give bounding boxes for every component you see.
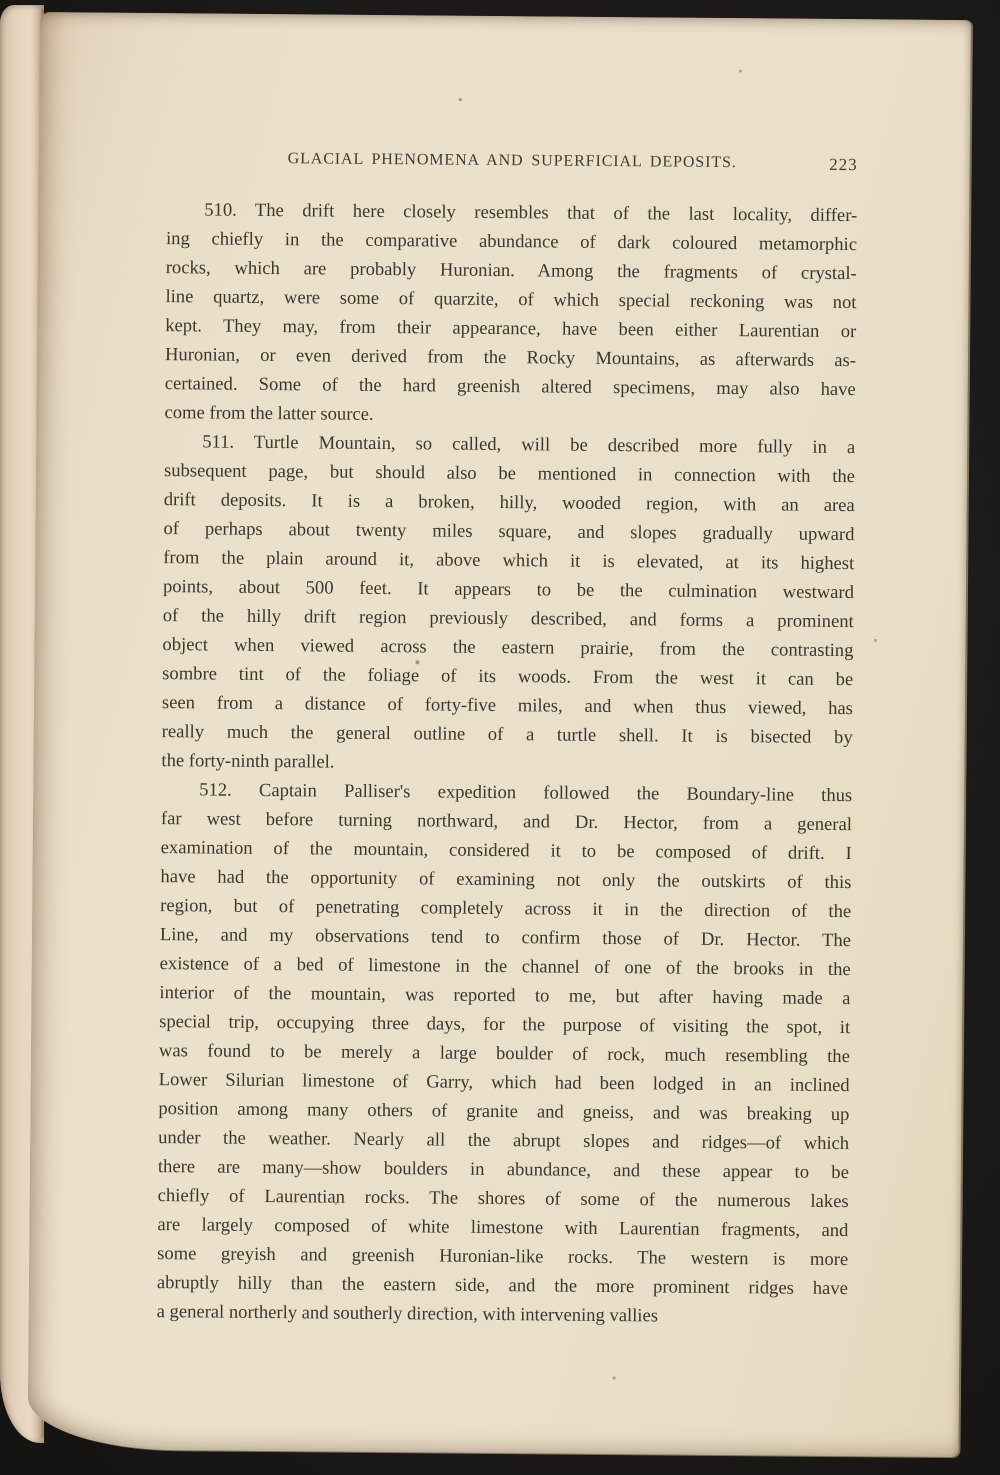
- text-line: really much the general outline of a turtle shell. It is bisected by: [161, 721, 853, 749]
- text-line: far west before turning northward, and Dr. Hector, from a general: [160, 808, 853, 836]
- text-line: region, but of penetrating completely across it in the direction of the: [160, 895, 852, 923]
- text-line: subsequent page, but should also be mentioned in connection with the: [163, 460, 856, 488]
- text-line: drift deposits. It is a broken, hilly, wooded region, with an area: [163, 489, 855, 517]
- text-line: are largely composed of white limestone with Laurentian fragments, and: [157, 1214, 849, 1242]
- text-line: some greyish and greenish Huronian-like rocks. The western is more: [157, 1243, 849, 1271]
- text-line: come from the latter source.: [164, 402, 374, 425]
- text-line: Huronian, or even derived from the Rocky Mountains, as afterwards as-: [164, 344, 857, 372]
- text-line: seen from a distance of forty-five miles, and when thus viewed, has: [161, 692, 854, 720]
- text-line: abruptly hilly than the eastern side, and the more prominent ridges have: [156, 1272, 848, 1300]
- text-line: 512. Captain Palliser's expedition followed the Boundary-line thus: [199, 779, 853, 807]
- text-line: certained. Some of the hard greenish altered specimens, may also have: [164, 373, 856, 401]
- text-line: of perhaps about twenty miles square, and slopes gradually upward: [163, 518, 855, 546]
- paragraph-512: [157, 775, 853, 1332]
- page-content: [27, 12, 971, 1457]
- paragraph-511: [161, 427, 855, 781]
- text-line: Line, and my observations tend to confirm those of Dr. Hector. The: [159, 924, 852, 952]
- text-line: the forty-ninth parallel.: [161, 750, 335, 773]
- text-line: line quartz, were some of quarzite, of which special reckoning was not: [165, 286, 857, 314]
- text-line: 511. Turtle Mountain, so called, will be described more fully in a: [202, 431, 856, 459]
- text-line: there are many—show boulders in abundance, and these appear to be: [157, 1156, 849, 1184]
- page-number: 223: [829, 154, 858, 175]
- text-line: interior of the mountain, was reported to me, but after having made a: [159, 982, 851, 1010]
- text-line: points, about 500 feet. It appears to be the culmination westward: [162, 576, 855, 604]
- text-line: sombre tint of the foliage of its woods. From the west it can be: [162, 663, 854, 691]
- text-line: of the hilly drift region previously described, and forms a prominent: [162, 605, 854, 633]
- text-line: special trip, occupying three days, for the purpose of visiting the spot, it: [159, 1011, 851, 1039]
- text-line: a general northerly and southerly direction, with intervening vallies: [156, 1301, 659, 1327]
- paragraph-510: [164, 195, 857, 433]
- text-line: ing chiefly in the comparative abundance of dark coloured metamorphic: [165, 228, 858, 256]
- running-header: [167, 149, 858, 177]
- text-line: from the plain around it, above which it is elevated, at its highest: [163, 547, 855, 575]
- text-line: examination of the mountain, considered it to be composed of drift. I: [160, 837, 852, 865]
- text-line: under the weather. Nearly all the abrupt slopes and ridges—of which: [158, 1127, 850, 1155]
- page-header-title: GLACIAL PHENOMENA AND SUPERFICIAL DEPOSITS.: [287, 150, 737, 172]
- text-block: [157, 195, 858, 1332]
- text-line: object when viewed across the eastern prairie, from the contrasting: [162, 634, 854, 662]
- text-line: kept. They may, from their appearance, have been either Laurentian or: [165, 315, 857, 343]
- text-line: position among many others of granite and gneiss, and was breaking up: [158, 1098, 850, 1126]
- text-line: have had the opportunity of examining not only the outskirts of this: [160, 866, 852, 894]
- text-line: Lower Silurian limestone of Garry, which had been lodged in an inclined: [158, 1069, 850, 1097]
- text-line: was found to be merely a large boulder of rock, much resembling the: [158, 1040, 851, 1068]
- text-line: 510. The drift here closely resembles that of the last locality, differ-: [204, 199, 858, 227]
- text-line: existence of a bed of limestone in the channel of one of the brooks in the: [159, 953, 851, 981]
- text-line: rocks, which are probably Huronian. Among the fragments of crystal-: [165, 257, 857, 285]
- text-line: chiefly of Laurentian rocks. The shores of some of the numerous lakes: [157, 1185, 849, 1213]
- book-page: [27, 12, 971, 1457]
